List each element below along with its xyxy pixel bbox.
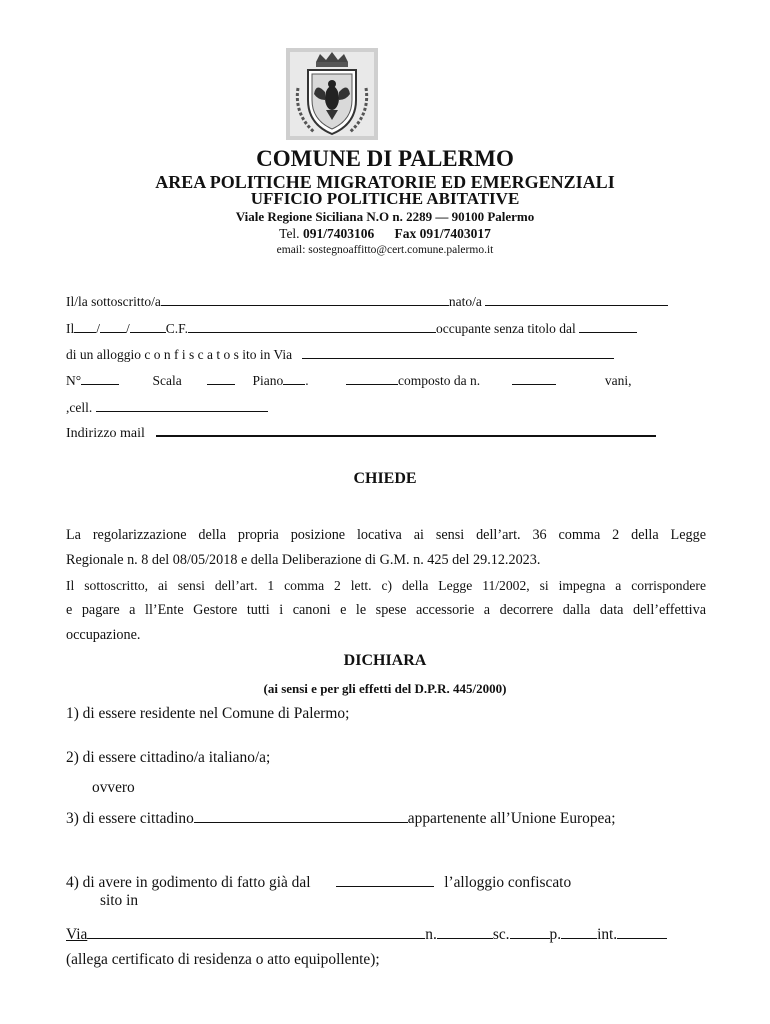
tel-number: 091/7403106 xyxy=(302,226,375,241)
int-label: int. xyxy=(597,926,618,943)
scala-field[interactable] xyxy=(207,370,235,385)
form-line-1 xyxy=(66,291,668,310)
vani-label: vani, xyxy=(604,373,632,388)
cittadinanza-field[interactable] xyxy=(194,808,408,823)
dichiara-address-line xyxy=(66,924,667,944)
chiede-paragraph-2-line-2: e pagare a ll’Ente Gestore tutti i canoni e le spese accessorie a decorrere dalla data dell’effettiva xyxy=(66,602,706,618)
form-line-6 xyxy=(66,421,656,442)
dichiara-ovvero: ovvero xyxy=(92,779,135,796)
allega-note: (allega certificato di residenza o atto equipollente); xyxy=(66,951,380,968)
item3-suffix: appartenente all’Unione Europea; xyxy=(407,810,616,827)
numero-label: N° xyxy=(66,373,82,388)
chiede-paragraph-2-line-3: occupazione. xyxy=(66,627,141,643)
int-field[interactable] xyxy=(617,924,667,939)
tel-label: Tel. xyxy=(279,226,300,241)
mail-field[interactable] xyxy=(156,421,656,437)
item3-label: 3) di essere cittadino xyxy=(66,810,194,827)
dichiara-item-1: 1) di essere residente nel Comune di Palermo; xyxy=(66,705,350,722)
piano-field[interactable] xyxy=(283,370,305,385)
chiede-paragraph-1-line-2: Regionale n. 8 del 08/05/2018 e della Deliberazione di G.M. n. 425 del 29.12.2023. xyxy=(66,552,541,568)
sc-label: sc. xyxy=(492,926,510,943)
item4-label: 4) di avere in godimento di fatto già dal xyxy=(66,874,311,891)
item4-sito-in: sito in xyxy=(100,892,139,909)
fax-number: 091/7403017 xyxy=(419,226,491,241)
n-field[interactable] xyxy=(437,924,493,939)
scala-label: Scala xyxy=(152,373,182,388)
form-line-5 xyxy=(66,397,268,416)
via-label-2: Via xyxy=(66,926,88,943)
dichiara-item-4 xyxy=(66,872,571,892)
office-email: email: sostegnoaffitto@cert.comune.palermo.it xyxy=(276,244,494,256)
area-title: AREA POLITICHE MIGRATORIE ED EMERGENZIALI xyxy=(155,172,615,192)
dichiara-item-2: 2) di essere cittadino/a italiano/a; xyxy=(66,749,271,766)
p-label: p. xyxy=(549,926,562,943)
form-line-2: Il / / C.F. occupante senza titolo dal xyxy=(66,318,637,337)
nato-label: nato/a xyxy=(448,294,482,309)
birth-day-field[interactable] xyxy=(74,318,96,333)
il-label: Il xyxy=(66,321,75,336)
org-title: COMUNE DI PALERMO xyxy=(256,146,514,171)
office-phones xyxy=(0,226,770,242)
n-label: n. xyxy=(425,926,437,943)
numero-field[interactable] xyxy=(81,370,119,385)
sottoscritto-field[interactable] xyxy=(161,291,449,306)
fax-label: Fax xyxy=(394,226,417,241)
chiede-paragraph-2-line-1: Il sottoscritto, ai sensi dell’art. 1 comma 2 lett. c) della Legge 11/2002, si impegna a corrispondere xyxy=(66,578,706,593)
dichiara-item-3 xyxy=(66,808,615,828)
office-address: Viale Regione Siciliana N.O n. 2289 — 90100 Palermo xyxy=(235,209,535,224)
cell-field[interactable] xyxy=(96,397,268,412)
via-field-2[interactable] xyxy=(87,924,425,939)
item4-suffix: l’alloggio confiscato xyxy=(444,874,572,891)
alloggio-label: di un alloggio c o n f i s c a t o s ito in Via xyxy=(66,347,293,362)
dichiara-heading: DICHIARA xyxy=(343,652,427,669)
mail-label: Indirizzo mail xyxy=(66,426,145,441)
vani-field[interactable] xyxy=(512,370,556,385)
cf-field[interactable] xyxy=(188,318,436,333)
office-title: UFFICIO POLITICHE ABITATIVE xyxy=(250,189,520,208)
cf-label: C.F. xyxy=(165,321,188,336)
sottoscritto-label: Il/la sottoscritto/a xyxy=(66,294,161,309)
dichiara-subheading: (ai sensi e per gli effetti del D.P.R. 445/2000) xyxy=(263,681,507,696)
birth-year-field[interactable] xyxy=(130,318,166,333)
piano-label: Piano xyxy=(252,373,284,388)
composto-field[interactable] xyxy=(346,370,398,385)
cell-label: ,cell. xyxy=(66,400,93,415)
form-line-3 xyxy=(66,344,614,363)
godimento-date-field[interactable] xyxy=(336,872,434,887)
form-line-4: N° Scala Piano . composto da n. vani, xyxy=(66,370,632,389)
comune-coat-of-arms-logo xyxy=(286,48,378,140)
chiede-heading: CHIEDE xyxy=(353,470,417,487)
occupante-date-field[interactable] xyxy=(579,318,637,333)
occupante-label: occupante senza titolo dal xyxy=(435,321,576,336)
via-field[interactable] xyxy=(302,344,614,359)
birth-month-field[interactable] xyxy=(100,318,126,333)
composto-label: composto da n. xyxy=(398,373,481,388)
chiede-paragraph-1-line-1: La regolarizzazione della propria posizione locativa ai sensi dell’art. 36 comma 2 della Legge xyxy=(66,527,706,543)
sc-field[interactable] xyxy=(510,924,550,939)
p-field[interactable] xyxy=(561,924,597,939)
nato-field[interactable] xyxy=(485,291,668,306)
